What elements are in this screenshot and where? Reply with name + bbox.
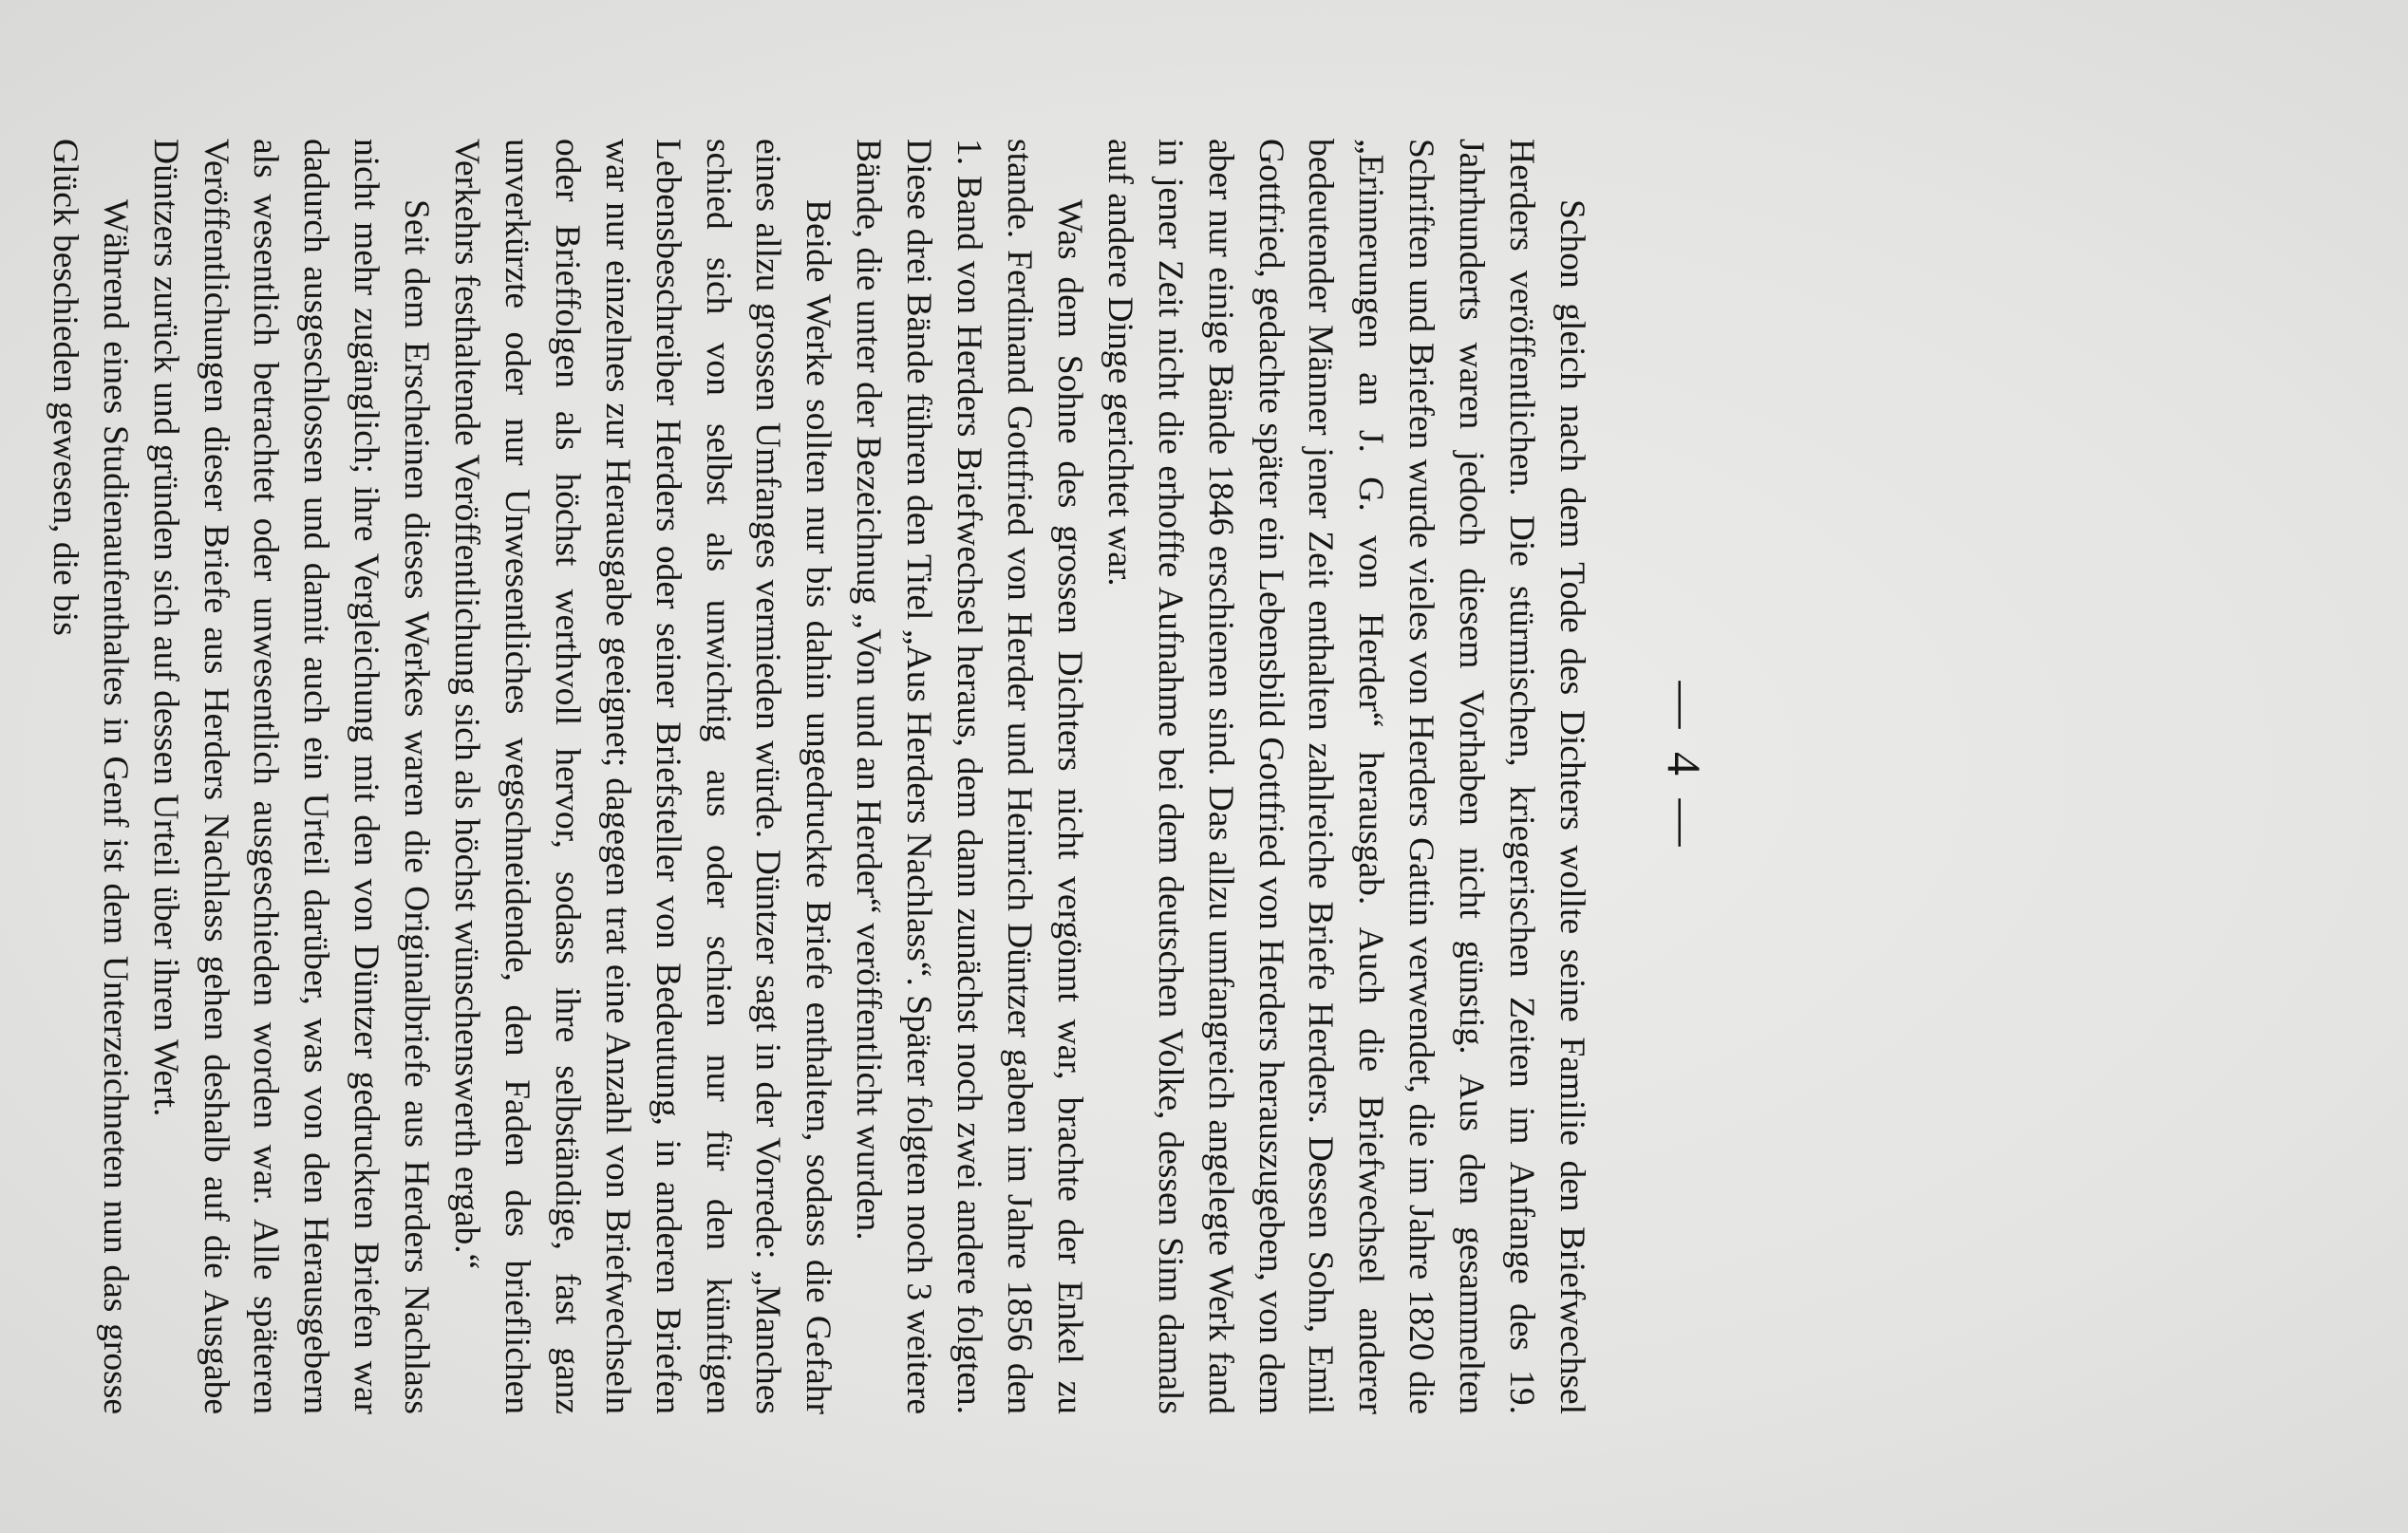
paragraph-duentzer-preface: Beide Werke sollten nur bis dahin ungedruckte Briefe enthalten, sodass die Gefahr eines allzu grossen Umfanges vermieden würde. Düntzer sagt in der Vorrede: „Manches schied sich von selbst als unwichtig aus oder schien nur für den künftigen Lebensbeschreiber Herders oder seiner Briefsteller von Bedeutung, in anderen Briefen war nur einzelnes zur Herausgabe geeignet; dagegen trat eine Anzahl von Briefwechseln oder Brieffolgen als höchst werthvoll hervor, sodass ihre selbständige, fast ganz unverkürzte oder nur Unwesentliches wegschneidende, den Faden des brieflichen Verkehrs festhaltende Veröffentlichung sich als höchst wünschenswerth ergab.“ (447, 139, 838, 1414)
page-number: — 4 — (1658, 681, 1711, 852)
paragraph-geneva-stay: Während eines Studienaufenthaltes in Genf ist dem Unterzeichneten nun das grosse Glück beschieden gewesen, die bis (45, 139, 135, 1414)
paragraph-grandson-edition: Was dem Sohne des grossen Dichters nicht vergönnt war, brachte der Enkel zu stande. Ferdinand Gottfried von Herder und Heinrich Düntzer gaben im Jahre 1856 den 1. Band von Herders Briefwechsel heraus, dem dann zunächst noch zwei andere folgten. Diese drei Bände führen den Titel „Aus Herders Nachlass“. Später folgten noch 3 weitere Bände, die unter der Bezeichnug „Von und an Herder“ veröffentlicht wurden. (849, 139, 1089, 1414)
paragraph-family-publication: Schon gleich nach dem Tode des Dichters wollte seine Familie den Briefwechsel Herders veröffentlichen. Die stürmischen, kriegerischen Zeiten im Anfange des 19. Jahrhunderts waren jedoch diesem Vorhaben nicht günstig. Aus den gesammelten Schriften und Briefen wurde vieles von Herders Gattin verwendet, die im Jahre 1820 die „Erinnerungen an J. G. von Herder“ herausgab. Auch die Briefwechsel anderer bedeutender Männer jener Zeit enthalten zahlreiche Briefe Herders. Dessen Sohn, Emil Gottfried, gedachte später ein Lebensbild Gottfried von Herders herauszugeben, von dem aber nur einige Bände 1846 erschienen sind. Das allzu umfangreich angelegte Werk fand in jener Zeit nicht die erhoffte Aufnahme bei dem deutschen Volke, dessen Sinn damals auf andere Dinge gerichtet war. (1100, 139, 1591, 1414)
paragraph-originals-inaccessible: Seit dem Erscheinen dieses Werkes waren die Originalbriefe aus Herders Nachlass nicht mehr zugänglich; ihre Vergleichung mit den von Düntzer gedruckten Briefen war dadurch ausgeschlossen und damit auch ein Urteil darüber, was von den Herausgebern als wesentlich betrachtet oder unwesentlich ausgeschieden worden war. Alle späteren Veröffentlichungen dieser Briefe aus Herders Nachlass gehen deshalb auf die Ausgabe Düntzers zurück und gründen sich auf dessen Urteil über ihren Wert. (145, 139, 437, 1414)
body-text (39, 139, 1596, 1414)
